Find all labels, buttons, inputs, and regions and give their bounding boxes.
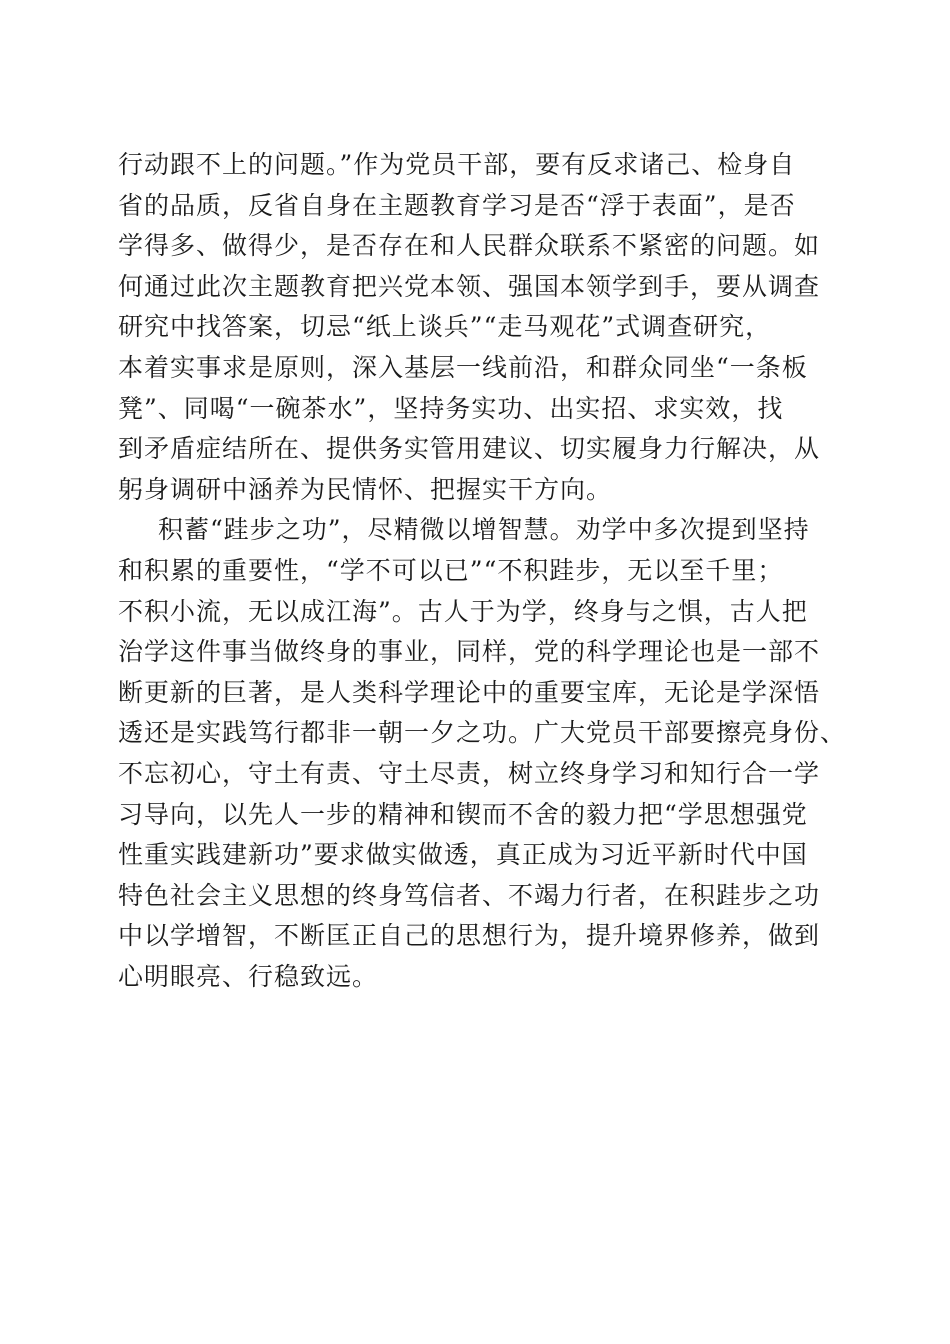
text-line: 治学这件事当做终身的事业，同样，党的科学理论也是一部不 bbox=[118, 637, 821, 667]
text-line: 中以学增智，不断匡正自己的思想行为，提升境界修养，做到 bbox=[118, 921, 821, 951]
text-line: 到矛盾症结所在、提供务实管用建议、切实履身力行解决，从 bbox=[118, 434, 821, 464]
text-line: 心明眼亮、行稳致远。 bbox=[118, 961, 379, 991]
text-line: 透还是实践笃行都非一朝一夕之功。广大党员干部要擦亮身份、 bbox=[118, 718, 847, 748]
text-line: 何通过此次主题教育把兴党本领、强国本领学到手，要从调查 bbox=[118, 271, 821, 301]
paragraph-first-line: 积蓄“跬步之功”，尽精微以增智慧。劝学中多次提到坚持 bbox=[158, 515, 810, 545]
text-line: 行动跟不上的问题。”作为党员干部，要有反求诸己、检身自 bbox=[118, 150, 796, 179]
text-line: 习导向，以先人一步的精神和锲而不舍的毅力把“学思想强党 bbox=[118, 799, 808, 829]
text-line: 性重实践建新功”要求做实做透，真正成为习近平新时代中国 bbox=[118, 840, 808, 870]
text-line: 省的品质，反省自身在主题教育学习是否“浮于表面”，是否 bbox=[118, 190, 796, 220]
text-line: 躬身调研中涵养为民情怀、把握实干方向。 bbox=[118, 474, 613, 504]
text-line: 断更新的巨著，是人类科学理论中的重要宝库，无论是学深悟 bbox=[118, 677, 821, 707]
text-line: 特色社会主义思想的终身笃信者、不竭力行者，在积跬步之功 bbox=[118, 880, 821, 910]
text-line: 学得多、做得少，是否存在和人民群众联系不紧密的问题。如 bbox=[118, 231, 821, 261]
document-body bbox=[118, 145, 847, 997]
text-line: 不积小流，无以成江海”。古人于为学，终身与之惧，古人把 bbox=[118, 596, 808, 626]
text-line: 本着实事求是原则，深入基层一线前沿，和群众同坐“一条板 bbox=[118, 352, 808, 382]
text-line: 和积累的重要性，“学不可以已”“不积跬步，无以至千里； bbox=[118, 555, 784, 585]
text-line: 凳”、同喝“一碗茶水”，坚持务实功、出实招、求实效，找 bbox=[118, 393, 784, 423]
text-line: 不忘初心，守土有责、守土尽责，树立终身学习和知行合一学 bbox=[118, 758, 821, 788]
text-line: 研究中找答案，切忌“纸上谈兵”“走马观花”式调查研究， bbox=[118, 312, 772, 342]
